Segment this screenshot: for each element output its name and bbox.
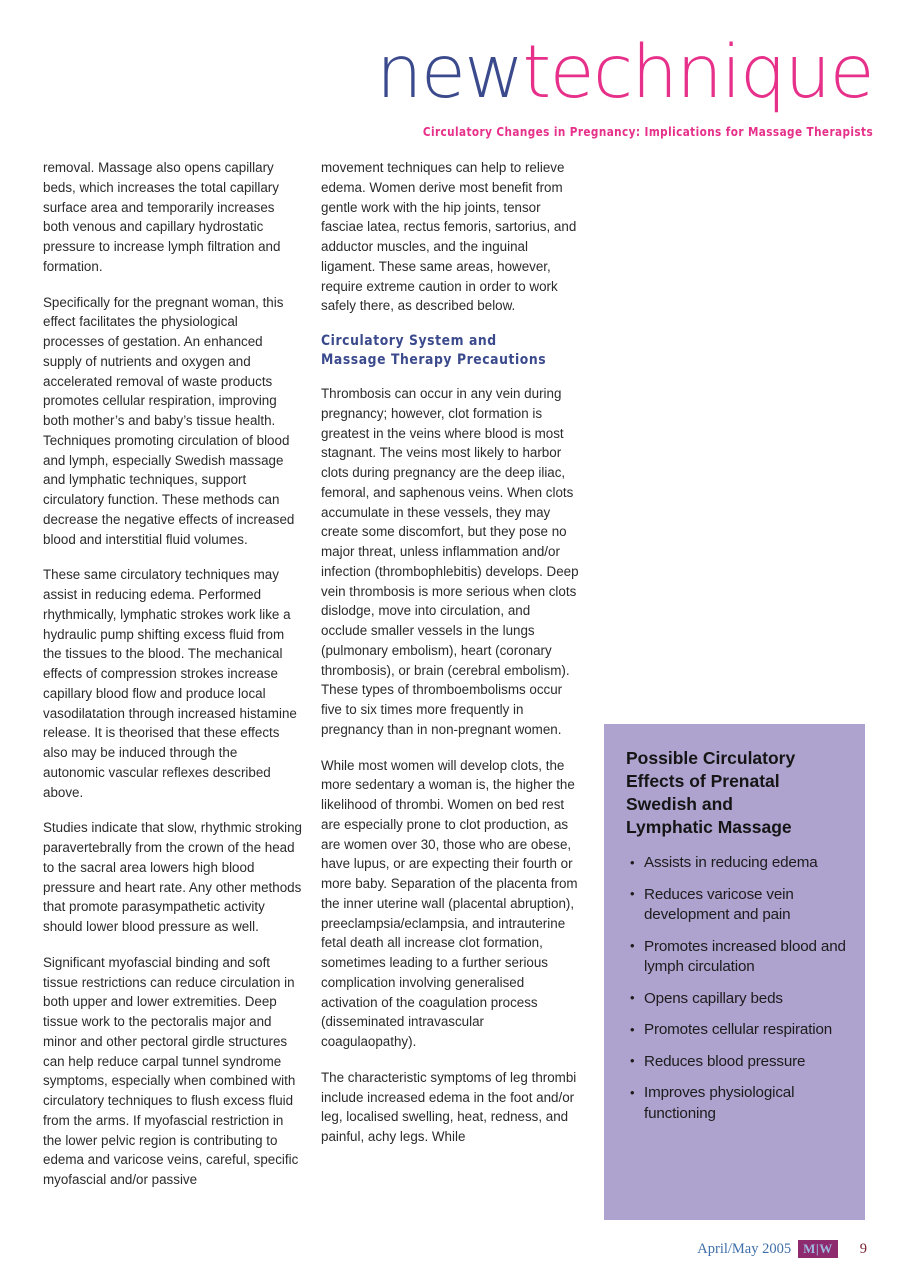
text-column-right — [321, 158, 580, 1163]
paragraph: Thrombosis can occur in any vein during pregnancy; however, clot formation is greatest in the veins where blood is most stagnant. The veins most likely to harbor clots during pregnancy are the deep iliac, femoral, and saphenous veins. When clots accumulate in these vessels, they may create some discomfort, but they pose no major threat, unless inflammation and/or infection (thrombophlebitis) develops. Deep vein thrombosis is more serious when clots dislodge, move into circulation, and occlude smaller vessels in the lungs (pulmonary embolism), heart (coronary thrombosis), or brain (cerebral embolism). These types of thromboembolisms occur five to six times more frequently in pregnancy than in non-pregnant women. — [321, 386, 579, 737]
paragraph: These same circulatory techniques may assist in reducing edema. Performed rhythmically, lymphatic strokes work like a hydraulic pump shifting excess fluid from the tissues to the blood. The mechanical effects of compression strokes increase capillary blood flow and produce local vasodilatation through increased histamine release. It is theorised that these effects also may be induced through the autonomic vascular reflexes described above. — [43, 567, 297, 800]
sidebar-callout-box — [604, 724, 865, 1220]
sidebar-title — [626, 747, 843, 839]
page-number: 9 — [859, 1240, 867, 1257]
section-heading-line-2: Massage Therapy Precautions — [321, 352, 547, 368]
article-subtitle: Circulatory Changes in Pregnancy: Implications for Massage Therapists — [422, 124, 873, 139]
list-item: • Reduces varicose vein development and pain — [630, 885, 847, 926]
paragraph: While most women will develop clots, the more sedentary a woman is, the higher the likelihood of thrombi. Women on bed rest are especially prone to clot production, as are women over 30, those who are obese, have lupus, or are expecting their fourth or more baby. Separation of the placenta from the inner uterine wall (placental abruption), preeclampsia/eclampsia, and intrauterine fetal death all increase clot formation, sometimes leading to a further serious complication involving generalised activation of the coagulation process (disseminated intravascular coagulaopathy). — [321, 757, 578, 1049]
publication-badge: M|W — [798, 1240, 838, 1258]
sidebar-title-line-2: Effects of Prenatal — [626, 771, 780, 791]
text-column-left — [43, 158, 302, 1206]
paragraph: The characteristic symptoms of leg thrombi include increased edema in the foot and/or leg, localised swelling, heat, redness, and painful, achy legs. While — [321, 1069, 577, 1144]
sidebar-bullet-list — [604, 853, 865, 1124]
sidebar-title-line-1: Possible Circulatory — [626, 748, 796, 768]
paragraph: Significant myofascial binding and soft tissue restrictions can reduce circulation in both upper and lower extremities. Deep tissue work to the pectoralis major and minor and other pectoral girdle structures can help reduce carpal tunnel syndrome symptoms, especially when combined with circulatory techniques to flush excess fluid from the arms. If myofascial restriction in the lower pelvic region is contributing to edema and varicose veins, careful, specific myofascial and/or passive — [43, 954, 299, 1187]
wordmark-new: new — [376, 30, 523, 115]
magazine-wordmark — [376, 30, 873, 115]
list-item: • Improves physiological functioning — [630, 1083, 847, 1124]
paragraph: Specifically for the pregnant woman, this effect facilitates the physiological processes of gestation. An enhanced supply of nutrients and oxygen and accelerated removal of waste products promotes cellular respiration, improving both mother’s and baby’s tissue health. Techniques promoting circulation of blood and lymph, especially Swedish massage and lymphatic techniques, support circulatory function. These methods can decrease the negative effects of increased blood and interstitial fluid volumes. — [43, 294, 295, 547]
section-heading — [321, 332, 567, 370]
page-footer — [697, 1240, 867, 1258]
list-item: • Assists in reducing edema — [630, 853, 847, 874]
masthead — [0, 0, 905, 150]
wordmark-technique: technique — [522, 30, 873, 115]
sidebar-title-line-3: Swedish and — [626, 794, 733, 814]
list-item: • Opens capillary beds — [630, 989, 847, 1010]
paragraph: removal. Massage also opens capillary beds, which increases the total capillary surface area and temporarily increases both venous and capillary hydrostatic pressure to increase lymph filtration and formation. — [43, 160, 281, 274]
paragraph: Studies indicate that slow, rhythmic stroking paravertebrally from the crown of the head to the sacral area lowers high blood pressure and heart rate. Any other methods that promote parasympathetic activity should lower blood pressure as well. — [43, 820, 303, 934]
sidebar-title-line-4: Lymphatic Massage — [626, 817, 792, 837]
list-item: • Reduces blood pressure — [630, 1052, 847, 1073]
list-item: • Promotes increased blood and lymph circulation — [630, 937, 847, 978]
paragraph: movement techniques can help to relieve edema. Women derive most benefit from gentle work with the hip joints, tensor fasciae latea, rectus femoris, sartorius, and adductor muscles, and the inguinal ligament. These same areas, however, require extreme caution in order to work safely there, as described below. — [321, 160, 577, 314]
issue-date: April/May 2005 — [697, 1240, 792, 1257]
section-heading-line-1: Circulatory System and — [321, 333, 497, 349]
list-item: • Promotes cellular respiration — [630, 1020, 847, 1041]
